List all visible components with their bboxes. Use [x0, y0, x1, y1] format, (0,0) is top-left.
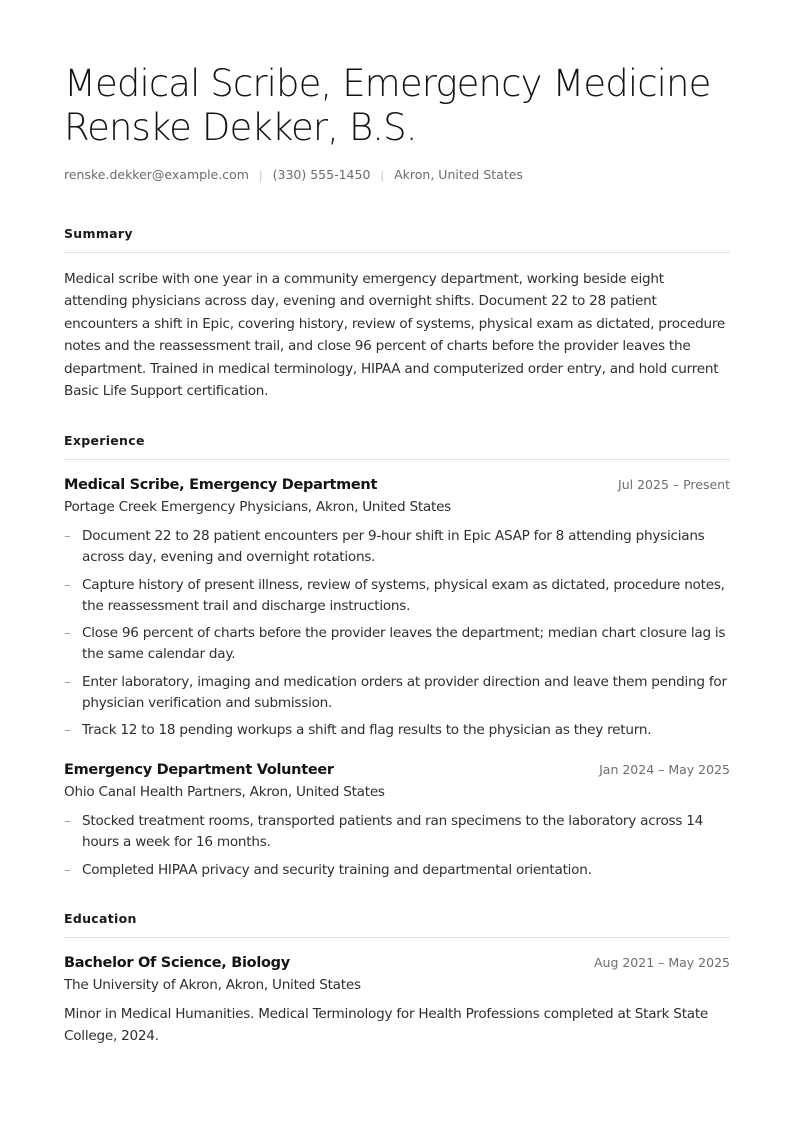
job-dates: Jul 2025 – Present: [618, 477, 730, 492]
job-header: [64, 475, 730, 495]
job-bullet: [64, 623, 730, 665]
job-bullet-text: Completed HIPAA privacy and security training and departmental orientation.: [82, 861, 592, 878]
contact-line: [64, 167, 730, 184]
bullet-dash: –: [64, 576, 71, 593]
job-bullet-text: Document 22 to 28 patient encounters per 9-hour shift in Epic ASAP for 8 attending physicians across day, evening and overnight rotations.: [82, 528, 705, 565]
job-bullet-list: [64, 811, 730, 887]
job-header: [64, 760, 730, 780]
bullet-dash: –: [64, 528, 71, 544]
job-bullet-text: Enter laboratory, imaging and medication orders at provider direction and leave them pending for physician verification and submission.: [82, 673, 727, 711]
resume-name-title: Medical Scribe, Emergency Medicine Renske Dekker, B.S.: [64, 62, 711, 149]
education-description: Minor in Medical Humanities. Medical Terminology for Health Professions completed at Stark State College, 2024.: [64, 1006, 709, 1044]
experience-heading: Experience: [64, 433, 145, 448]
education-heading: Education: [64, 911, 137, 926]
bullet-dash: –: [64, 861, 71, 878]
contact-phone[interactable]: (330) 555-1450: [272, 167, 371, 182]
job-bullet: [64, 575, 730, 617]
summary-divider: [64, 252, 730, 253]
job-bullet-text: Track 12 to 18 pending workups a shift and flag results to the physician as they return.: [82, 722, 652, 738]
bullet-dash: –: [64, 625, 71, 641]
job-organization: Ohio Canal Health Partners, Akron, United States: [64, 784, 385, 800]
job-title: Emergency Department Volunteer: [64, 762, 334, 778]
contact-email[interactable]: renske.dekker@example.com: [64, 167, 249, 182]
contact-separator: |: [258, 169, 263, 182]
contact-location: Akron, United States: [394, 167, 523, 182]
job-title: Medical Scribe, Emergency Department: [64, 477, 378, 493]
job-dates: Jan 2024 – May 2025: [599, 762, 730, 777]
job-bullet: [64, 720, 730, 741]
job-organization: Portage Creek Emergency Physicians, Akron, United States: [64, 499, 452, 515]
bullet-dash: –: [64, 673, 71, 690]
job-bullet-text: Stocked treatment rooms, transported patients and ran specimens to the laboratory across 14 hours a week for 16 months.: [82, 813, 704, 850]
job-bullet-text: Close 96 percent of charts before the provider leaves the department; median chart closure lag is the same calendar day.: [82, 625, 726, 662]
bullet-dash: –: [64, 813, 71, 829]
bullet-dash: –: [64, 722, 71, 738]
job-bullet: [64, 860, 730, 881]
job-bullet: [64, 811, 730, 853]
job-bullet: [64, 672, 730, 714]
school-name: The University of Akron, Akron, United States: [64, 977, 361, 993]
job-bullet-text: Capture history of present illness, review of systems, physical exam as dictated, procedure notes, the reassessment trail and discharge instructions.: [82, 576, 725, 614]
education-divider: [64, 937, 730, 938]
degree-title: Bachelor Of Science, Biology: [64, 955, 290, 971]
job-bullet: [64, 526, 730, 568]
education-header: [64, 953, 730, 973]
summary-text: Medical scribe with one year in a community emergency department, working beside eight attending physicians across day, evening and overnight shifts. Document 22 to 28 patient encounters a shift in Epic, covering history, review of systems, physical exam as dictated, procedure notes and the reassessment trail, and close 96 percent of charts before the provider leaves the department. Trained in medical terminology, HIPAA and computerized order entry, and hold current Basic Life Support certification.: [64, 271, 726, 400]
summary-heading: Summary: [64, 226, 133, 241]
experience-divider: [64, 459, 730, 460]
contact-separator: |: [380, 169, 385, 182]
education-dates: Aug 2021 – May 2025: [593, 955, 730, 970]
job-bullet-list: [64, 526, 730, 748]
